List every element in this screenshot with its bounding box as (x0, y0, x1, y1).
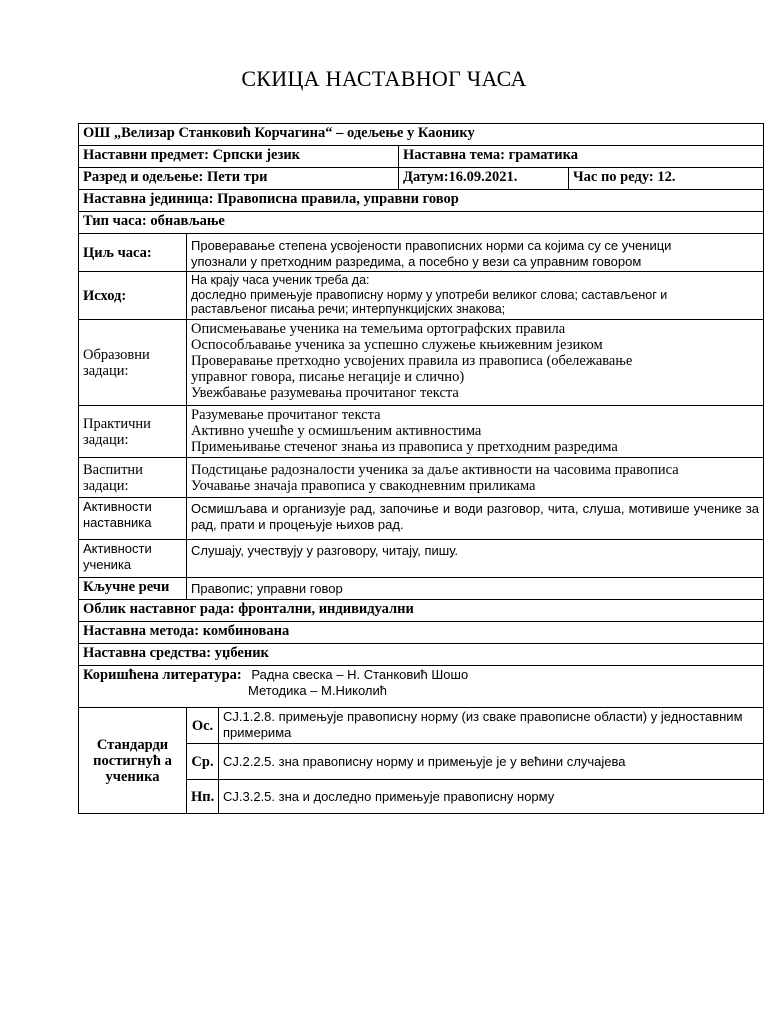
goal-row (79, 234, 764, 272)
topic: Наставна тема: граматика (399, 146, 764, 168)
upbringing-tasks-text (187, 458, 764, 498)
date: Датум:16.09.2021. (399, 168, 569, 190)
literature-row (79, 666, 764, 708)
student-activities-label: Активности ученика (79, 540, 187, 578)
school-name: ОШ „Велизар Станковић Корчагина“ – одељење у Каонику (79, 124, 764, 146)
literature-item: Методика – М.Николић (248, 683, 387, 698)
teacher-activities-label: Активности наставника (79, 498, 187, 540)
edu-task-line: управног говора, писање негације и слично) (191, 369, 465, 385)
student-activities-row (79, 540, 764, 578)
outcome-line: доследно примењује правописну норму у употреби великог слова; састављеног и (191, 287, 668, 302)
subject-row (79, 146, 764, 168)
teacher-activities-row (79, 498, 764, 540)
outcome-text (187, 272, 764, 320)
edu-tasks-text (187, 320, 764, 406)
lesson-number: Час по реду: 12. (569, 168, 764, 190)
teaching-method: Наставна метода: комбинована (79, 622, 764, 644)
literature-label: Коришћена литература: (83, 667, 242, 683)
outcome-line: На крају часа ученик треба да: (191, 273, 370, 287)
means-row (79, 644, 764, 666)
keywords-label: Кључне речи (79, 578, 187, 600)
standard-row (79, 708, 764, 744)
method-row (79, 622, 764, 644)
upbringing-tasks-label: Васпитни задаци: (79, 458, 187, 498)
practical-task-line: Активно учешће у осмишљеним активностима (191, 423, 482, 439)
school-row (79, 124, 764, 146)
page-title: СКИЦА НАСТАВНОГ ЧАСА (241, 66, 527, 91)
subject: Наставни предмет: Српски језик (79, 146, 399, 168)
edu-task-line: Описмењавање ученика на темељима ортографских правила (191, 321, 566, 337)
keywords-row (79, 578, 764, 600)
lesson-plan-table (78, 123, 764, 814)
keywords-text: Правопис; управни говор (187, 578, 764, 600)
student-activities-text: Слушају, учествују у разговору, читају, пишу. (187, 540, 764, 578)
outcome-label: Исход: (79, 272, 187, 320)
edu-task-line: Увежбавање разумевања прочитаног текста (191, 385, 459, 401)
goal-label: Циљ часа: (79, 234, 187, 272)
lesson-type: Тип часа: обнављање (79, 212, 764, 234)
work-form-row (79, 600, 764, 622)
upbringing-task-line: Уочавање значаја правописа у свакодневним приликама (191, 478, 536, 494)
goal-text (187, 234, 764, 272)
lesson-unit: Наставна јединица: Правописна правила, управни говор (79, 190, 764, 212)
teaching-means: Наставна средства: уџбеник (79, 644, 764, 666)
edu-task-line: Оспособљавање ученика за успешно служење књижевним језиком (191, 337, 603, 353)
unit-row (79, 190, 764, 212)
edu-task-line: Проверавање претходно усвојених правила из правописа (обележавање (191, 353, 633, 369)
practical-task-line: Примењивање стеченог знања из правописа у претходним разредима (191, 439, 618, 455)
literature-cell (79, 666, 764, 708)
standard-level: Ос. (187, 708, 219, 744)
practical-tasks-text (187, 406, 764, 458)
practical-task-line: Разумевање прочитаног текста (191, 407, 381, 423)
grade: Разред и одељење: Пети три (79, 168, 399, 190)
edu-tasks-row (79, 320, 764, 406)
goal-line: Проверавање степена усвојености правописних норми са којима су се ученици (191, 238, 672, 253)
grade-row (79, 168, 764, 190)
outcome-row (79, 272, 764, 320)
standard-text: СЈ.3.2.5. зна и доследно примењује правописну норму (219, 780, 764, 814)
type-row (79, 212, 764, 234)
standard-level: Ср. (187, 744, 219, 780)
standards-label: Стандарди постигнућ а ученика (79, 708, 187, 814)
literature-item: Радна свеска – Н. Станковић Шошо (251, 667, 469, 682)
standard-text: СЈ.1.2.8. примењује правописну норму (из сваке правописне области) у једноставним примерима (219, 708, 764, 744)
upbringing-task-line: Подстицање радозналости ученика за даље активности на часовима правописа (191, 462, 679, 478)
standard-text: СЈ.2.2.5. зна правописну норму и примењује је у већини случајева (219, 744, 764, 780)
goal-line: упознали у претходним разредима, а посебно у вези са управним говором (191, 253, 642, 269)
edu-tasks-label: Образовни задаци: (79, 320, 187, 406)
practical-tasks-label: Практични задаци: (79, 406, 187, 458)
upbringing-tasks-row (79, 458, 764, 498)
practical-tasks-row (79, 406, 764, 458)
standard-level: Нп. (187, 780, 219, 814)
work-form: Облик наставног рада: фронтални, индивидуални (79, 600, 764, 622)
outcome-line: растављеног писања речи; интерпункцијских знакова; (191, 302, 506, 316)
teacher-activities-text: Осмишљава и организује рад, започиње и води разговор, чита, слуша, мотивише ученике за рад, прати и процењује њихов рад. (187, 498, 764, 540)
